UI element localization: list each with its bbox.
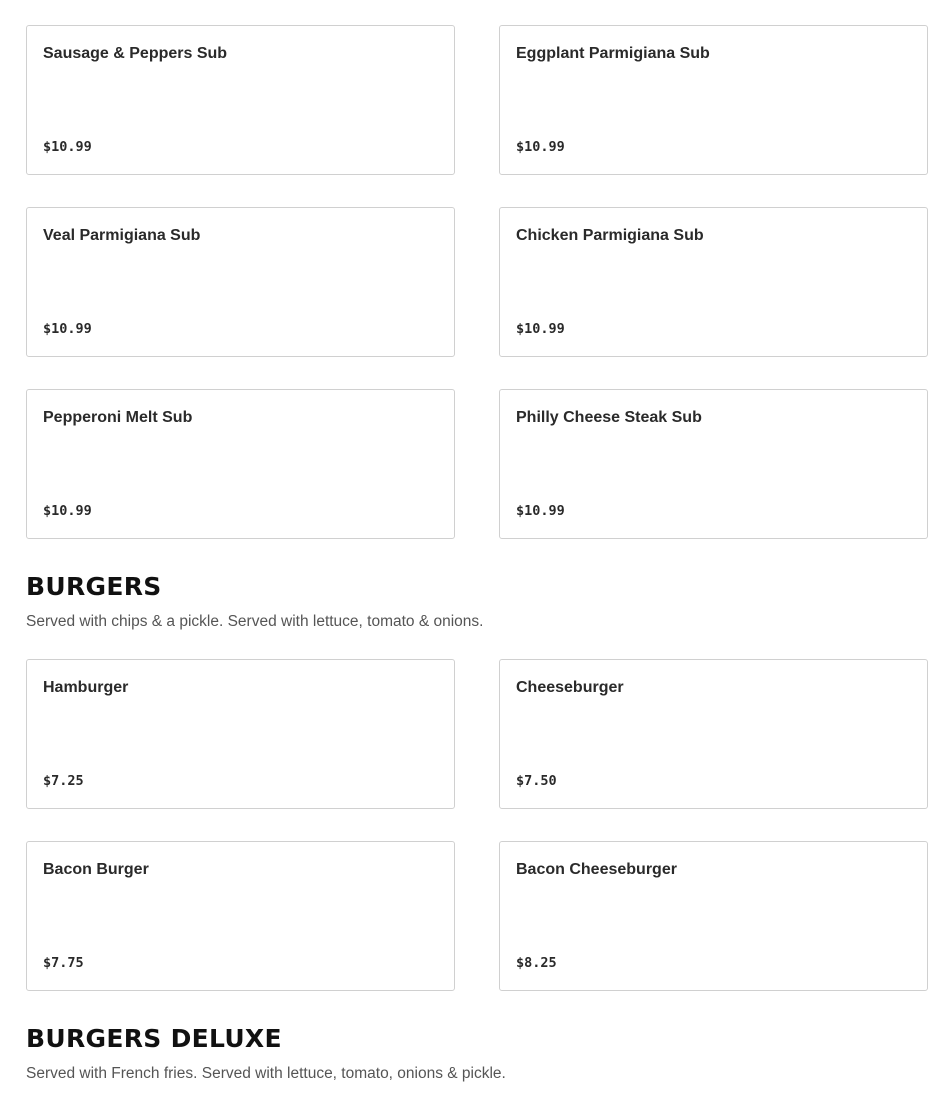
menu-item-name: Philly Cheese Steak Sub <box>516 409 702 426</box>
burgers-section-description: Served with chips & a pickle. Served with lettuce, tomato & onions. <box>26 613 484 630</box>
menu-item-card[interactable] <box>499 207 928 357</box>
menu-item-price: $10.99 <box>43 139 92 155</box>
burgers-deluxe-section-title: BURGERS DELUXE <box>26 1024 282 1053</box>
menu-item-name: Chicken Parmigiana Sub <box>516 227 704 244</box>
menu-item-price: $10.99 <box>43 321 92 337</box>
burgers-deluxe-section-description: Served with French fries. Served with lettuce, tomato, onions & pickle. <box>26 1065 506 1082</box>
menu-item-card[interactable] <box>499 25 928 175</box>
menu-item-price: $10.99 <box>43 503 92 519</box>
menu-item-name: Cheeseburger <box>516 679 624 696</box>
menu-item-name: Hamburger <box>43 679 129 696</box>
menu-item-price: $7.75 <box>43 955 84 971</box>
menu-item-card[interactable] <box>26 25 455 175</box>
burgers-menu-grid <box>26 659 928 991</box>
menu-item-price: $10.99 <box>516 139 565 155</box>
menu-item-card[interactable] <box>499 659 928 809</box>
burgers-section-title: BURGERS <box>26 572 162 601</box>
menu-item-price: $8.25 <box>516 955 557 971</box>
menu-item-price: $10.99 <box>516 503 565 519</box>
menu-item-name: Sausage & Peppers Sub <box>43 45 228 62</box>
subs-menu-grid <box>26 25 928 539</box>
menu-item-card[interactable] <box>26 659 455 809</box>
menu-item-card[interactable] <box>26 389 455 539</box>
menu-item-name: Bacon Burger <box>43 861 149 878</box>
menu-item-card[interactable] <box>499 841 928 991</box>
menu-item-card[interactable] <box>26 841 455 991</box>
menu-item-name: Bacon Cheeseburger <box>516 861 677 878</box>
menu-item-card[interactable] <box>26 207 455 357</box>
menu-item-price: $7.50 <box>516 773 557 789</box>
menu-item-name: Eggplant Parmigiana Sub <box>516 45 710 62</box>
menu-item-price: $7.25 <box>43 773 84 789</box>
menu-item-name: Veal Parmigiana Sub <box>43 227 201 244</box>
menu-item-card[interactable] <box>499 389 928 539</box>
menu-item-price: $10.99 <box>516 321 565 337</box>
menu-item-name: Pepperoni Melt Sub <box>43 409 193 426</box>
